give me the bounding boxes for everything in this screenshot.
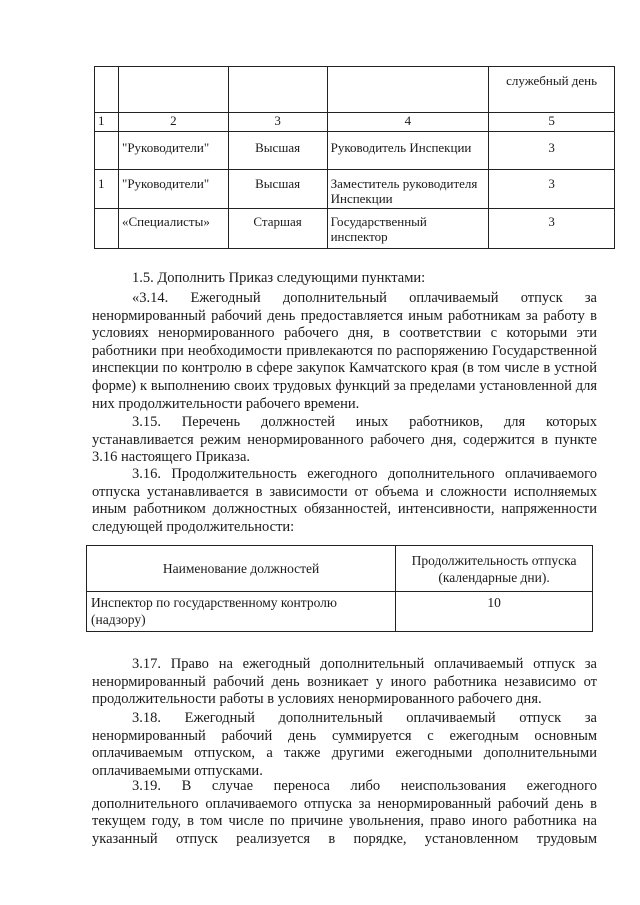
clause-3-14: «3.14. Ежегодный дополнительный оплачиваемый отпуск за ненормированный рабочий день предоставляется иным работникам за работу в условиях ненормированного рабочего дня, в соответствии с которыми эти работники при необходимости привлекаются по распоряжению Государственной инспекции по контролю в сфере закупок Камчатского края (в том числе в устной форме) к выполнению своих трудовых функций за пределами установленной для них продолжительности рабочего времени. xyxy=(92,290,597,412)
days-cell: 3 xyxy=(489,170,615,209)
position-cell: Руководитель Инспекции xyxy=(327,132,489,170)
category-cell: Старшая xyxy=(228,209,327,249)
positions-table xyxy=(94,66,615,249)
col-number: 3 xyxy=(228,113,327,132)
header-position-cell: Наименование должностей xyxy=(87,546,396,592)
clause-1-5: 1.5. Дополнить Приказ следующими пунктами: xyxy=(132,270,426,286)
position-cell: Заместитель руководителя Инспекции xyxy=(327,170,489,209)
col-number: 1 xyxy=(95,113,119,132)
table-row xyxy=(95,132,615,170)
vacation-duration-table xyxy=(86,545,593,632)
clause-3-19: 3.19. В случае переноса либо неиспользования ежегодного дополнительного оплачиваемого отпуска за ненормированный рабочий день в текущем году, в том числе по причине увольнения, право иного работника на указанный отпуск реализуется в порядке, установленном трудовым xyxy=(92,778,597,847)
group-cell: "Руководители" xyxy=(119,132,229,170)
col-number: 2 xyxy=(119,113,229,132)
table-row xyxy=(87,592,593,632)
table-header-row xyxy=(95,67,615,113)
clause-3-16: 3.16. Продолжительность ежегодного дополнительного оплачиваемого отпуска устанавливается в зависимости от объема и сложности исполняемых иным работником должностных обязанностей, интенсивности, напряженности следующей продолжительности: xyxy=(92,466,597,535)
position-cell: Инспектор по государственному контролю (надзору) xyxy=(87,592,396,632)
header-workday-cell: служебный день xyxy=(489,67,615,113)
group-cell: «Специалисты» xyxy=(119,209,229,249)
col-number: 5 xyxy=(489,113,615,132)
table-header-row xyxy=(87,546,593,592)
clause-3-17: 3.17. Право на ежегодный дополнительный оплачиваемый отпуск за ненормированный рабочий день возникает у иного работника независимо от продолжительности работы в условиях ненормированного рабочего дня. xyxy=(92,656,597,708)
table-row xyxy=(95,209,615,249)
clause-3-15: 3.15. Перечень должностей иных работников, для которых устанавливается режим ненормированного рабочего дня, содержится в пункте 3.16 настоящего Приказа. xyxy=(92,414,597,466)
position-cell: Государственный инспектор xyxy=(327,209,489,249)
group-cell: "Руководители" xyxy=(119,170,229,209)
category-cell: Высшая xyxy=(228,132,327,170)
days-cell: 3 xyxy=(489,132,615,170)
table-number-row xyxy=(95,113,615,132)
days-cell: 10 xyxy=(396,592,593,632)
clause-3-18: 3.18. Ежегодный дополнительный оплачиваемый отпуск за ненормированный рабочий день суммируется с ежегодным основным оплачиваемым отпуском, а также другими ежегодными дополнительными оплачиваемыми отпусками. xyxy=(92,710,597,779)
header-duration-cell: Продолжительность отпуска (календарные дни). xyxy=(396,546,593,592)
days-cell: 3 xyxy=(489,209,615,249)
table-row: 1 "Руководители" Высшая Заместитель руководителя Инспекции 3 xyxy=(95,170,615,209)
category-cell: Высшая xyxy=(228,170,327,209)
col-number: 4 xyxy=(327,113,489,132)
